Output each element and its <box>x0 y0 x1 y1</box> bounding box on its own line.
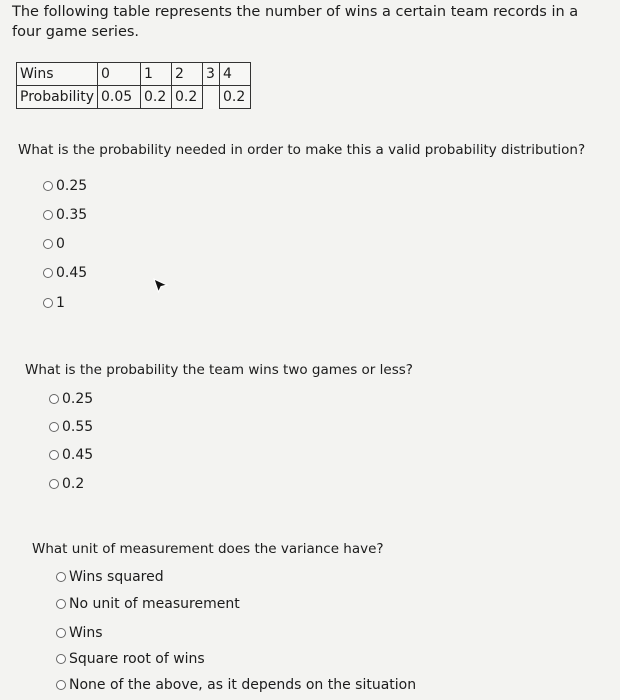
q3-option-1[interactable] <box>56 569 164 585</box>
q2-option-4[interactable] <box>49 476 84 492</box>
q2-option-1[interactable] <box>49 391 93 407</box>
q1-option-5[interactable] <box>43 295 65 311</box>
q2-option-4-label: 0.2 <box>62 476 85 492</box>
wins-value-2: 2 <box>172 63 203 86</box>
q1-option-5-label: 1 <box>56 295 65 311</box>
radio-icon[interactable] <box>43 298 53 308</box>
wins-header: Wins <box>17 63 98 86</box>
question-1-text: What is the probability needed in order to make this a valid probability distribution? <box>18 142 586 158</box>
q1-option-4[interactable] <box>43 265 87 281</box>
radio-icon[interactable] <box>49 394 59 404</box>
q1-option-4-label: 0.45 <box>56 265 88 281</box>
probability-value-4: 0.2 <box>220 86 251 109</box>
radio-icon[interactable] <box>43 210 53 220</box>
q1-option-3-label: 0 <box>56 236 65 252</box>
q2-option-3[interactable] <box>49 447 93 463</box>
probability-value-1: 0.2 <box>141 86 172 109</box>
radio-icon[interactable] <box>43 181 53 191</box>
radio-icon[interactable] <box>43 268 53 278</box>
mouse-pointer-icon <box>152 277 170 297</box>
radio-icon[interactable] <box>49 479 59 489</box>
radio-icon[interactable] <box>56 599 66 609</box>
radio-icon[interactable] <box>56 572 66 582</box>
q3-option-4[interactable] <box>56 651 205 667</box>
probability-header: Probability <box>17 86 98 109</box>
probability-table <box>16 62 251 109</box>
q3-option-3[interactable] <box>56 625 103 641</box>
probability-value-2: 0.2 <box>172 86 203 109</box>
wins-row <box>17 63 251 86</box>
intro-text: The following table represents the number of wins a certain team records in a four game series. <box>12 4 579 40</box>
radio-icon[interactable] <box>49 450 59 460</box>
q3-option-3-label: Wins <box>69 625 103 641</box>
q1-option-1[interactable] <box>43 178 87 194</box>
question-3-text: What unit of measurement does the variance have? <box>32 541 384 557</box>
radio-icon[interactable] <box>56 654 66 664</box>
q1-option-1-label: 0.25 <box>56 178 88 194</box>
wins-value-1: 1 <box>141 63 172 86</box>
q2-option-2-label: 0.55 <box>62 419 94 435</box>
q2-option-3-label: 0.45 <box>62 447 94 463</box>
wins-value-4: 4 <box>220 63 251 86</box>
radio-icon[interactable] <box>49 422 59 432</box>
q3-option-2[interactable] <box>56 596 240 612</box>
radio-icon[interactable] <box>43 239 53 249</box>
q1-option-3[interactable] <box>43 236 65 252</box>
q1-option-2[interactable] <box>43 207 87 223</box>
q3-option-1-label: Wins squared <box>69 569 164 585</box>
q3-option-5[interactable] <box>56 677 416 693</box>
q1-option-2-label: 0.35 <box>56 207 88 223</box>
radio-icon[interactable] <box>56 628 66 638</box>
q2-option-1-label: 0.25 <box>62 391 94 407</box>
probability-value-0: 0.05 <box>98 86 141 109</box>
probability-row <box>17 86 251 109</box>
radio-icon[interactable] <box>56 680 66 690</box>
q2-option-2[interactable] <box>49 419 93 435</box>
wins-value-3: 3 <box>203 63 220 86</box>
probability-value-3-missing <box>203 86 220 109</box>
question-2-text: What is the probability the team wins two games or less? <box>25 362 413 378</box>
q3-option-5-label: None of the above, as it depends on the situation <box>69 677 417 693</box>
q3-option-4-label: Square root of wins <box>69 651 205 667</box>
q3-option-2-label: No unit of measurement <box>69 596 240 612</box>
wins-value-0: 0 <box>98 63 141 86</box>
